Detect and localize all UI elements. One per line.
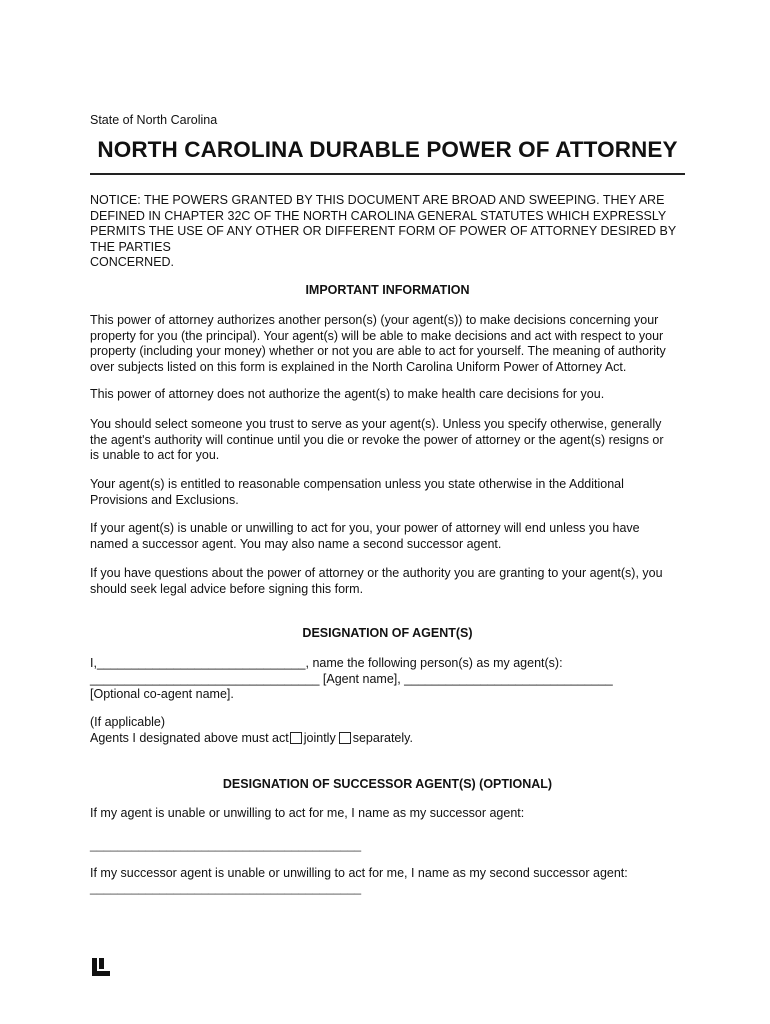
important-info-heading: IMPORTANT INFORMATION [305, 283, 470, 297]
important-paragraph-3: You should select someone you trust to serve as your agent(s). Unless you specify otherwise, generally the agent's authority will continue until you die or revoke the power of attorney or the agent(s) resigns or is unable to act for you. [90, 417, 664, 462]
act-line [90, 731, 685, 747]
successor-line-2: If my successor agent is unable or unwilling to act for me, I name as my second successor agent: [90, 866, 628, 880]
notice-line: DEFINED IN CHAPTER 32C OF THE NORTH CAROLINA GENERAL STATUTES WHICH EXPRESSLY [90, 208, 667, 223]
notice-line: THE PARTIES [90, 239, 171, 254]
separately-checkbox[interactable] [339, 732, 351, 744]
state-line: State of North Carolina [90, 113, 218, 127]
important-paragraph-1: This power of attorney authorizes another person(s) (your agent(s)) to make decisions concerning your property for you (the principal). Your agent(s) will be able to make decisions and act with respect to your property (including your money) whether or not you are able to act for yourself. The meaning of authority over subjects listed on this form is explained in the North Carolina Uniform Power of Attorney Act. [90, 313, 666, 374]
notice-block [90, 193, 690, 271]
title-divider [90, 173, 685, 175]
act-prefix: Agents I designated above must act [90, 730, 289, 745]
separately-label: separately. [352, 730, 413, 745]
successor-agent-blank[interactable]: _______________________________________ [90, 838, 362, 852]
designation-lines [90, 656, 685, 703]
act-options [90, 715, 685, 746]
jointly-label: jointly [303, 730, 336, 745]
second-successor-agent-blank[interactable]: _______________________________________ [90, 881, 362, 895]
if-applicable-label: (If applicable) [90, 715, 166, 729]
law-logo-icon [92, 958, 110, 976]
important-paragraph-4: Your agent(s) is entitled to reasonable compensation unless you state otherwise in the Additional Provisions and Exclusions. [90, 477, 624, 507]
important-paragraph-6: If you have questions about the power of attorney or the authority you are granting to your agent(s), you should seek legal advice before signing this form. [90, 566, 663, 596]
important-paragraph-5: If your agent(s) is unable or unwilling to act for you, your power of attorney will end unless you have named a successor agent. You may also name a second successor agent. [90, 521, 640, 551]
principal-name-line[interactable]: I,______________________________, name the following person(s) as my agent(s): [90, 656, 563, 670]
notice-line: NOTICE: THE POWERS GRANTED BY THIS DOCUMENT ARE BROAD AND SWEEPING. THEY ARE [90, 193, 665, 207]
successor-heading: DESIGNATION OF SUCCESSOR AGENT(S) (OPTIONAL) [222, 777, 553, 791]
co-agent-label: [Optional co-agent name]. [90, 687, 234, 701]
designation-heading: DESIGNATION OF AGENT(S) [302, 626, 473, 640]
agent-name-line[interactable]: _________________________________ [Agent name], ______________________________ [90, 671, 613, 686]
notice-line: PERMITS THE USE OF ANY OTHER OR DIFFERENT FORM OF POWER OF ATTORNEY DESIRED BY [90, 224, 677, 238]
jointly-checkbox[interactable] [290, 732, 302, 744]
successor-line-1: If my agent is unable or unwilling to act for me, I name as my successor agent: [90, 806, 525, 820]
important-paragraph-2: This power of attorney does not authorize the agent(s) to make health care decisions for you. [90, 387, 605, 401]
document-title: NORTH CAROLINA DURABLE POWER OF ATTORNEY [97, 137, 678, 162]
notice-line: CONCERNED. [90, 255, 175, 269]
